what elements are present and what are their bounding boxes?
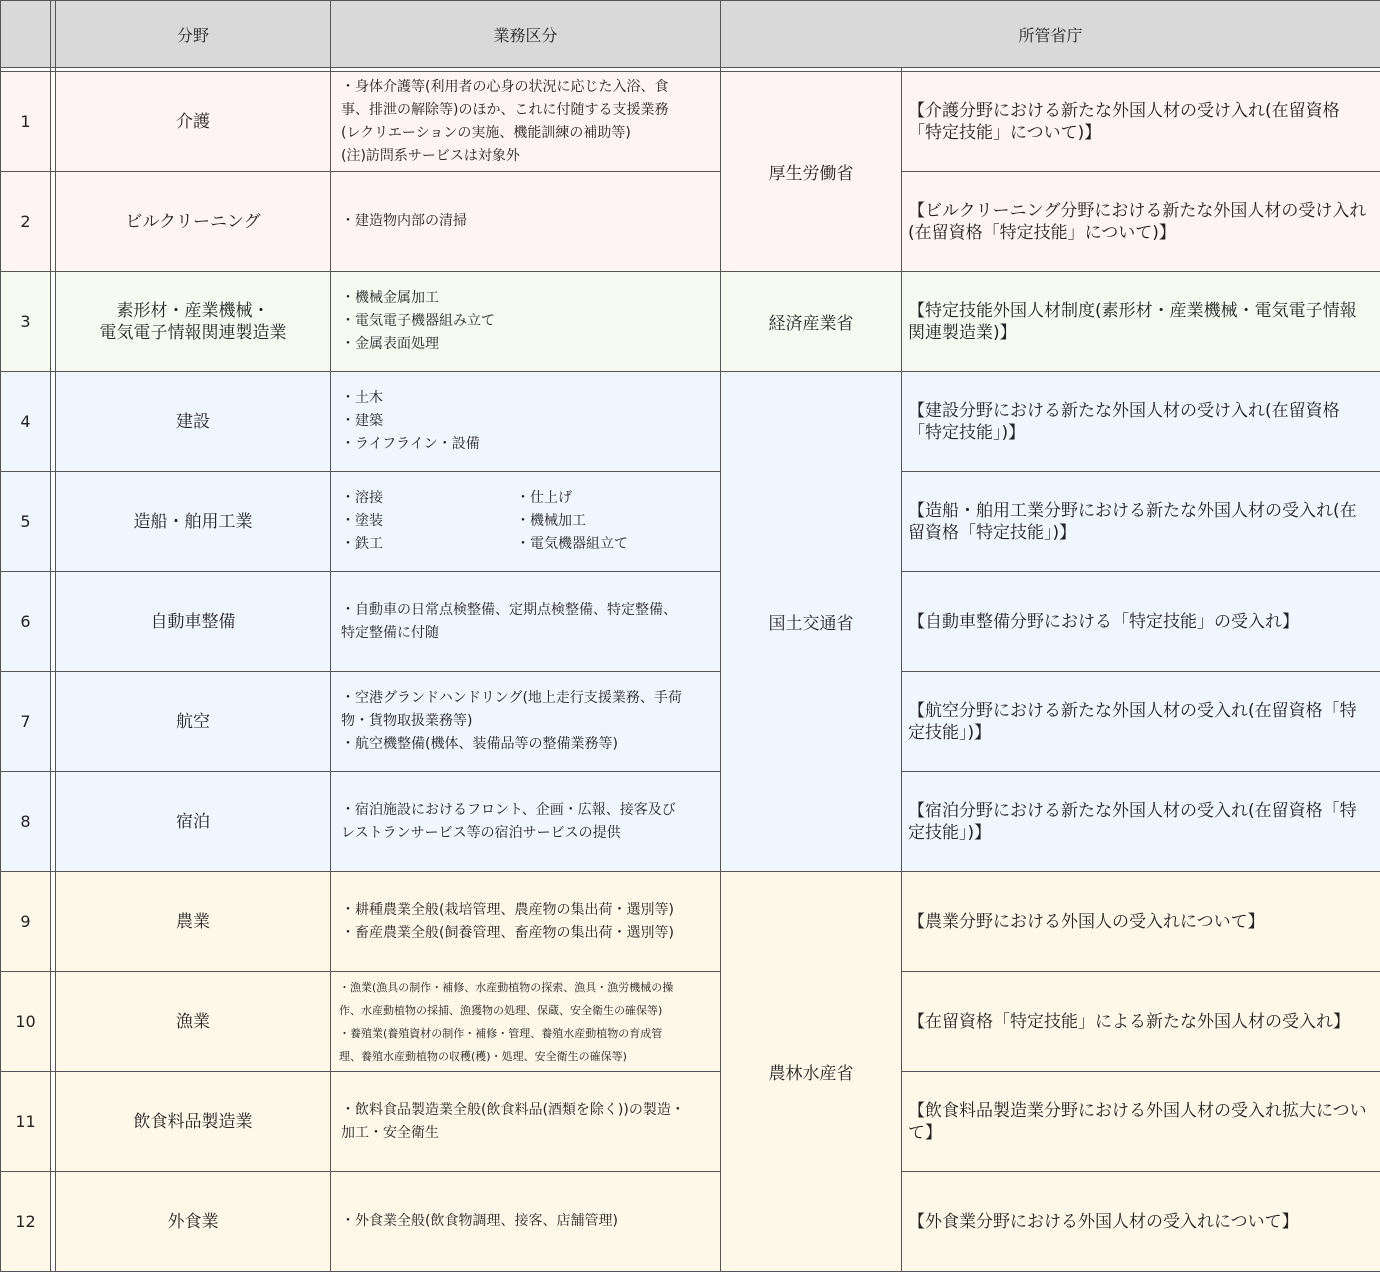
row-number: 12 — [1, 1172, 51, 1272]
field-name: 自動車整備 — [56, 572, 331, 672]
table-row — [1, 72, 1380, 172]
ministry-mlit: 国土交通省 — [721, 372, 902, 872]
row-number: 8 — [1, 772, 51, 872]
reference-link[interactable]: 【建設分野における新たな外国人材の受け入れ(在留資格「特定技能」)】 — [902, 372, 1380, 472]
field-name: 介護 — [56, 72, 331, 172]
table-row — [1, 372, 1380, 472]
ministry-meti: 経済産業省 — [721, 272, 902, 372]
field-name: 建設 — [56, 372, 331, 472]
duty-cell: ・漁業(漁具の制作・補修、水産動植物の探索、漁具・漁労機械の操 作、水産動植物の採捕、漁獲物の処理、保蔵、安全衛生の確保等) ・養殖業(養殖資材の制作・補修・管理、養殖水産動植物の育成管 理、養殖水産動植物の収穫(穫)・処理、安全衛生の確保等) — [331, 972, 721, 1072]
field-name: 農業 — [56, 872, 331, 972]
table-row — [1, 472, 1380, 572]
duty-cell: ・自動車の日常点検整備、定期点検整備、特定整備、 特定整備に付随 — [331, 572, 721, 672]
field-name: 航空 — [56, 672, 331, 772]
duty-cell: ・耕種農業全般(栽培管理、農産物の集出荷・選別等) ・畜産農業全般(飼養管理、畜産物の集出荷・選別等) — [331, 872, 721, 972]
header-duty: 業務区分 — [331, 1, 721, 68]
table-row — [1, 672, 1380, 772]
row-number: 4 — [1, 372, 51, 472]
duty-cell: ・宿泊施設におけるフロント、企画・広報、接客及び レストランサービス等の宿泊サービスの提供 — [331, 772, 721, 872]
reference-link[interactable]: 【航空分野における新たな外国人材の受入れ(在留資格「特定技能」)】 — [902, 672, 1380, 772]
reference-link[interactable]: 【農業分野における外国人の受入れについて】 — [902, 872, 1380, 972]
duty-cell: ・溶接 ・仕上げ ・塗装 ・機械加工 ・鉄工 ・電気機器組立て — [331, 472, 721, 572]
field-name: 飲食料品製造業 — [56, 1072, 331, 1172]
table-row — [1, 1072, 1380, 1172]
reference-link[interactable]: 【在留資格「特定技能」による新たな外国人材の受入れ】 — [902, 972, 1380, 1072]
ministry-maff: 農林水産省 — [721, 872, 902, 1272]
field-name: 素形材・産業機械・ 電気電子情報関連製造業 — [56, 272, 331, 372]
table-row — [1, 872, 1380, 972]
row-number: 5 — [1, 472, 51, 572]
header-field: 分野 — [56, 1, 331, 68]
row-number: 6 — [1, 572, 51, 672]
table-row — [1, 1172, 1380, 1272]
reference-link[interactable]: 【自動車整備分野における「特定技能」の受入れ】 — [902, 572, 1380, 672]
reference-link[interactable]: 【ビルクリーニング分野における新たな外国人材の受け入れ(在留資格「特定技能」について)】 — [902, 172, 1380, 272]
reference-link[interactable]: 【飲食料品製造業分野における外国人材の受入れ拡大について】 — [902, 1072, 1380, 1172]
reference-link[interactable]: 【特定技能外国人材制度(素形材・産業機械・電気電子情報関連製造業)】 — [902, 272, 1380, 372]
reference-link[interactable]: 【介護分野における新たな外国人材の受け入れ(在留資格「特定技能」について)】 — [902, 72, 1380, 172]
table-row — [1, 772, 1380, 872]
row-number: 3 — [1, 272, 51, 372]
table-row — [1, 972, 1380, 1072]
table-row — [1, 272, 1380, 372]
row-number: 11 — [1, 1072, 51, 1172]
header-row — [1, 1, 1380, 68]
duty-cell: ・建造物内部の清掃 — [331, 172, 721, 272]
duty-cell: ・身体介護等(利用者の心身の状況に応じた入浴、食 事、排泄の解除等)のほか、これに付随する支援業務 (レクリエーションの実施、機能訓練の補助等) (注)訪問系サービスは対象外 — [331, 72, 721, 172]
row-number: 9 — [1, 872, 51, 972]
row-number: 7 — [1, 672, 51, 772]
reference-link[interactable]: 【造船・舶用工業分野における新たな外国人材の受入れ(在留資格「特定技能」)】 — [902, 472, 1380, 572]
field-name: 漁業 — [56, 972, 331, 1072]
field-name: ビルクリーニング — [56, 172, 331, 272]
duty-cell: ・飲料食品製造業全般(飲食料品(酒類を除く))の製造・ 加工・安全衛生 — [331, 1072, 721, 1172]
field-name: 外食業 — [56, 1172, 331, 1272]
header-ministry: 所管省庁 — [721, 1, 1380, 68]
field-name: 宿泊 — [56, 772, 331, 872]
row-number: 2 — [1, 172, 51, 272]
table-row — [1, 572, 1380, 672]
ministry-mhlw: 厚生労働省 — [721, 72, 902, 272]
duty-cell: ・外食業全般(飲食物調理、接客、店舗管理) — [331, 1172, 721, 1272]
header-blank — [1, 1, 51, 68]
duty-cell: ・機械金属加工 ・電気電子機器組み立て ・金属表面処理 — [331, 272, 721, 372]
field-name: 造船・舶用工業 — [56, 472, 331, 572]
duty-cell: ・空港グランドハンドリング(地上走行支援業務、手荷 物・貨物取扱業務等) ・航空機整備(機体、装備品等の整備業務等) — [331, 672, 721, 772]
table-row — [1, 172, 1380, 272]
duty-cell: ・土木 ・建築 ・ライフライン・設備 — [331, 372, 721, 472]
reference-link[interactable]: 【宿泊分野における新たな外国人材の受入れ(在留資格「特定技能」)】 — [902, 772, 1380, 872]
row-number: 1 — [1, 72, 51, 172]
reference-link[interactable]: 【外食業分野における外国人材の受入れについて】 — [902, 1172, 1380, 1272]
row-number: 10 — [1, 972, 51, 1072]
